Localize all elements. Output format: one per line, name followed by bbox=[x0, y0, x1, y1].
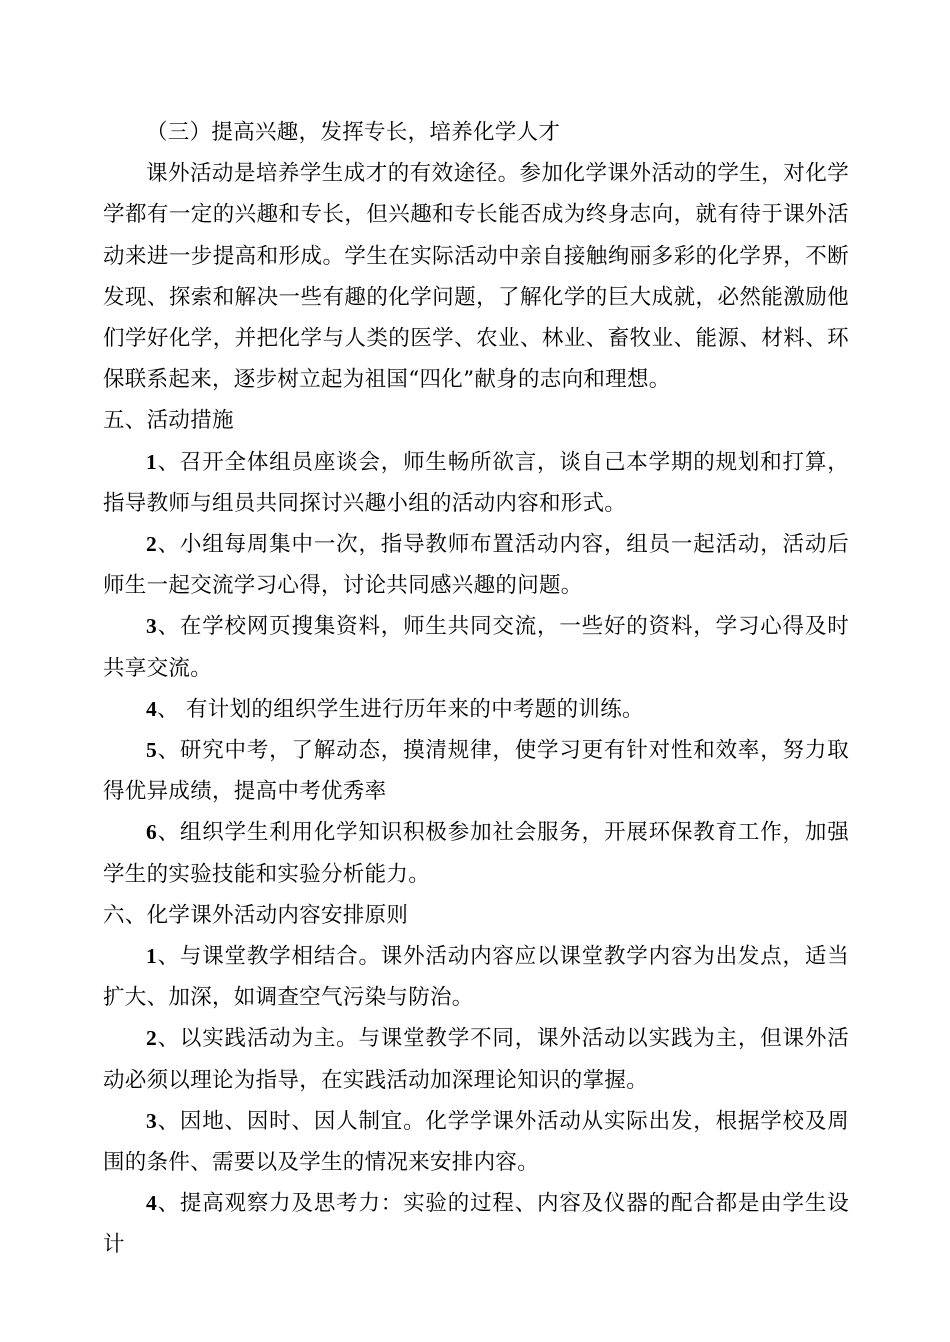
intro-paragraph: 课外活动是培养学生成才的有效途径。参加化学课外活动的学生，对化学学都有一定的兴趣和专长，但兴趣和专长能否成为终身志向，就有待于课外活动来进一步提高和形成。学生在实际活动中亲自接触绚丽多彩的化学界，不断发现、探索和解决一些有趣的化学问题，了解化学的巨大成就，必然能激励他们学好化学，并把化学与人类的医学、农业、林业、畜牧业、能源、材料、环保联系起来，逐步树立起为祖国“四化”献身的志向和理想。 bbox=[103, 161, 849, 393]
section-6-item-4 bbox=[103, 1183, 849, 1265]
section-5-item-4 bbox=[103, 689, 849, 730]
item-text: 、召开全体组员座谈会，师生畅所欲言，谈自己本学期的规划和打算，指导教师与组员共同探讨兴趣小组的活动内容和形式。 bbox=[103, 449, 849, 516]
item-number: 4 bbox=[146, 696, 158, 721]
item-text: 、与课堂教学相结合。课外活动内容应以课堂教学内容为出发点，适当扩大、加深，如调查空气污染与防治。 bbox=[103, 944, 849, 1011]
section-5-item-2 bbox=[103, 524, 849, 606]
section-6-title: 六、化学课外活动内容安排原则 bbox=[103, 902, 409, 928]
item-text: 、以实践活动为主。与课堂教学不同，课外活动以实践为主，但课外活动必须以理论为指导，在实践活动加深理论知识的掌握。 bbox=[103, 1026, 849, 1093]
item-number: 5 bbox=[146, 738, 158, 763]
item-number: 2 bbox=[146, 1026, 158, 1051]
section-5-item-1 bbox=[103, 442, 849, 524]
item-text: 、提高观察力及思考力：实验的过程、内容及仪器的配合都是由学生设计 bbox=[103, 1191, 849, 1258]
item-number: 1 bbox=[146, 944, 158, 969]
section-5-item-6 bbox=[103, 812, 849, 894]
item-number: 2 bbox=[146, 532, 158, 557]
item-text: 、小组每周集中一次，指导教师布置活动内容，组员一起活动，活动后师生一起交流学习心得，讨论共同感兴趣的问题。 bbox=[103, 532, 849, 599]
section-6-item-1 bbox=[103, 936, 849, 1018]
section-6-item-3 bbox=[103, 1101, 849, 1183]
section-5-title: 五、活动措施 bbox=[103, 408, 234, 434]
subheading-3: （三）提高兴趣，发挥专长，培养化学人才 bbox=[146, 120, 561, 145]
item-text: 、研究中考，了解动态，摸清规律，使学习更有针对性和效率，努力取得优异成绩，提高中考优秀率 bbox=[103, 738, 849, 805]
document-page bbox=[103, 112, 849, 1266]
item-text: 、 有计划的组织学生进行历年来的中考题的训练。 bbox=[157, 696, 644, 722]
section-5-item-3 bbox=[103, 606, 849, 688]
item-number: 3 bbox=[146, 614, 158, 639]
item-number: 3 bbox=[146, 1108, 158, 1133]
item-number: 6 bbox=[146, 820, 158, 845]
item-number: 1 bbox=[146, 449, 158, 474]
item-text: 、在学校网页搜集资料，师生共同交流，一些好的资料，学习心得及时共享交流。 bbox=[103, 614, 849, 681]
section-5-item-5 bbox=[103, 730, 849, 812]
section-6-item-2 bbox=[103, 1018, 849, 1100]
item-text: 、因地、因时、因人制宜。化学学课外活动从实际出发，根据学校及周围的条件、需要以及学生的情况来安排内容。 bbox=[103, 1108, 849, 1176]
item-text: 、组织学生利用化学知识积极参加社会服务，开展环保教育工作，加强学生的实验技能和实验分析能力。 bbox=[103, 820, 849, 887]
item-number: 4 bbox=[146, 1191, 158, 1216]
